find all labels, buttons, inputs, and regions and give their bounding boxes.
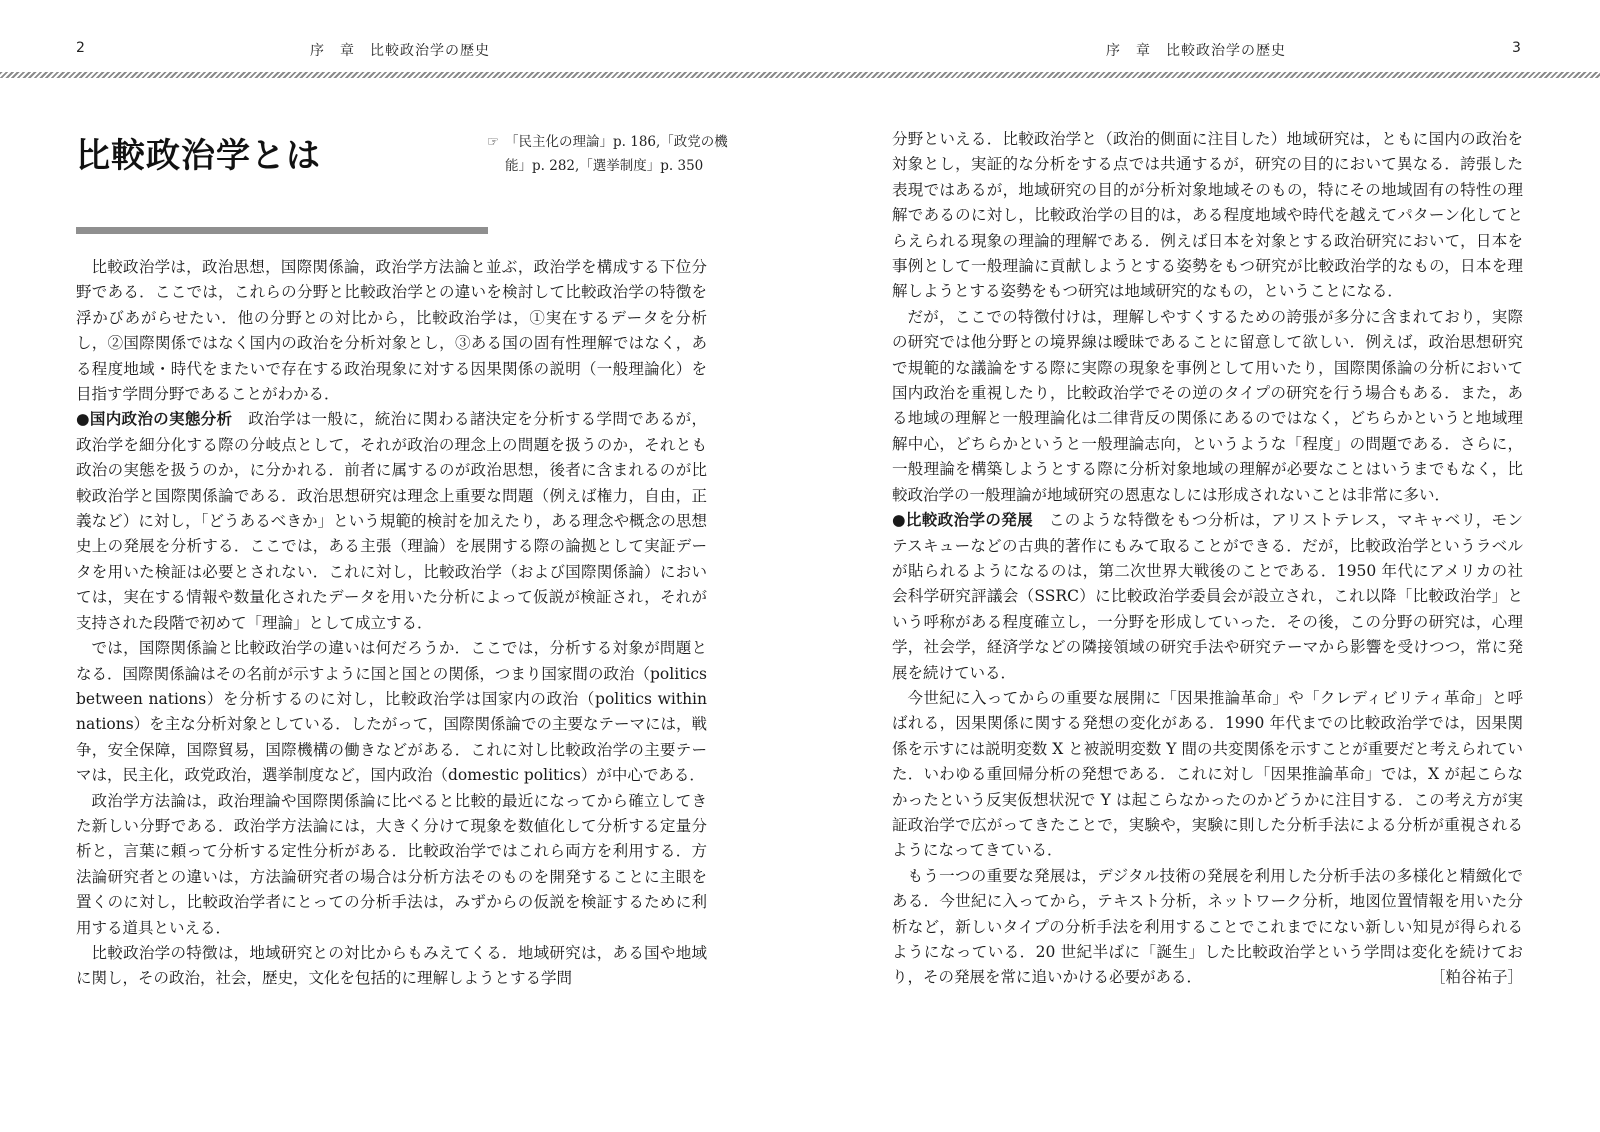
section-title: 比較政治学とは [76, 136, 321, 176]
left-paragraph-3: では，国際関係論と比較政治学の違いは何だろうか．ここでは，分析する対象が問題となる．国際関係論はその名前が示すように国と国との関係，つまり国家間の政治（politics between nations）を分析するのに対し，比較政治学は国家内の政治（politics within nations）を主な分析対象としている．したがって，国際関係論での主要なテーマには，戦争，安全保障，国際貿易，国際機構の働きなどがある．これに対し比較政治学の主要テーマは，民主化，政党政治，選挙制度など，国内政治（domestic politics）が中心である． [76, 639, 707, 785]
right-paragraph-3-text: このような特徴をもつ分析は，アリストテレス，マキャベリ，モンテスキューなどの古典的著作にもみて取ることができる．だが，比較政治学というラベルが貼られるようになるのは，第二次世界大戦後のことである．1950 年代にアメリカの社会科学研究評議会（SSRC）に比較政治学委員会が設立され，これ以降「比較政治学」という呼称がある程度確立し，一分野を形成していった．その後，この分野の研究は，心理学，社会学，経済学などの隣接領域の研究手法や研究テーマから影響を受けつつ，常に発展を続けている． [892, 511, 1523, 682]
right-column [892, 127, 1523, 991]
header-rule [0, 72, 1600, 78]
subheading-domestic-politics: ●国内政治の実態分析 [76, 410, 233, 429]
right-paragraph-2: だが，ここでの特徴付けは，理解しやすくするための誇張が多分に含まれており，実際の研究では他分野との境界線は曖昧であることに留意して欲しい．例えば，政治思想研究で規範的な議論をする際に実際の現象を事例として用いたり，国際関係論の分析において国内政治を重視したり，比較政治学でその逆のタイプの研究を行う場合もある．また，ある地域の理解と一般理論化は二律背反の関係にあるのではなく，どちらかというと地域理解中心，どちらかというと一般理論志向，というような「程度」の問題である．さらに，一般理論を構築しようとする際に分析対象地域の理解が必要なことはいうまでもなく，比較政治学の一般理論が地域研究の恩恵なしには形成されないことは非常に多い． [892, 307, 1523, 504]
pointing-hand-icon: ☞ [487, 134, 500, 150]
right-paragraph-1: 分野といえる．比較政治学と（政治的側面に注目した）地域研究は，ともに国内の政治を対象とし，実証的な分析をする点では共通するが，研究の目的において異なる．誇張した表現ではあるが，地域研究の目的が分析対象地域そのもの，特にその地域固有の特性の理解であるのに対し，比較政治学の目的は，ある程度地域や時代を越えてパターン化してとらえられる現象の理論的理解である．例えば日本を対象とする政治研究において，日本を事例として一般理論に貢献しようとする姿勢をもつ研究が比較政治学的なもの，日本を理解しようとする姿勢をもつ研究は地域研究的なもの，ということになる． [892, 130, 1523, 301]
left-column [76, 255, 707, 992]
cross-reference-text: 「民主化の理論」p. 186,「政党の機能」p. 282,「選挙制度」p. 350 [505, 134, 728, 174]
left-paragraph-4: 政治学方法論は，政治理論や国際関係論に比べると比較的最近になってから確立してきた新しい分野である．政治学方法論には，大きく分けて現象を数値化して分析する定量分析と，言葉に頼って分析する定性分析がある．比較政治学ではこれら両方を利用する．方法論研究者との違いは，方法論研究者の場合は分析方法そのものを開発することに主眼を置くのに対し，比較政治学者にとっての分析手法は，みずからの仮説を検証するために利用する道具といえる． [76, 791, 707, 937]
cross-reference [487, 130, 730, 178]
right-paragraph-5 [892, 864, 1523, 991]
right-page-number: 3 [1512, 40, 1522, 56]
right-paragraph-4: 今世紀に入ってからの重要な展開に「因果推論革命」や「クレディビリティ革命」と呼ばれる，因果関係に関する発想の変化がある．1990 年代までの比較政治学では，因果関係を示すには説明変数 X と被説明変数 Y 間の共変関係を示すことが重要だと考えられていた．いわゆる重回帰分析の発想である．これに対し「因果推論革命」では，X が起こらなかったという反実仮想状況で Y は起こらなかったのかどうかに注目する．この考え方が実証政治学で広がってきたことで，実験や，実験に則した分析手法による分析が重視されるようになってきている． [892, 688, 1523, 860]
right-running-title: 序 章 比較政治学の歴史 [1106, 43, 1286, 59]
right-paragraph-3 [892, 508, 1523, 686]
left-paragraph-2-text: 政治学は一般に，統治に関わる諸決定を分析する学問であるが，政治学を細分化する際の分岐点として，それが政治の理念上の問題を扱うのか，それとも政治の実態を扱うのか，に分かれる．前者に属するのが政治思想，後者に含まれるのが比較政治学と国際関係論である．政治思想研究は理念上重要な問題（例えば権力，自由，正義など）に対し，「どうあるべきか」という規範的検討を加えたり，ある理念や概念の思想史上の発展を分析する．ここでは，ある主張（理論）を展開する際の論拠として実証データを用いた検証は必要とされない．これに対し，比較政治学（および国際関係論）においては，実在する情報や数量化されたデータを用いた分析によって仮説が検証され，それが支持された段階で初めて「理論」として成立する． [76, 410, 707, 632]
left-paragraph-5: 比較政治学の特徴は，地域研究との対比からもみえてくる．地域研究は，ある国や地域に関し，その政治，社会，歴史，文化を包括的に理解しようとする学問 [76, 943, 707, 988]
title-underline-bar [76, 227, 488, 234]
subheading-development: ●比較政治学の発展 [892, 511, 1033, 530]
left-paragraph-1: 比較政治学は，政治思想，国際関係論，政治学方法論と並ぶ，政治学を構成する下位分野である．ここでは，これらの分野と比較政治学との違いを検討して比較政治学の特徴を浮かびあがらせたい．他の分野との対比から，比較政治学は，①実在するデータを分析し，②国際関係ではなく国内の政治を分析対象とし，③ある国の固有性理解ではなく，ある程度地域・時代をまたいで存在する政治現象に対する因果関係の説明（一般理論化）を目指す学問分野であることがわかる． [76, 258, 707, 404]
left-paragraph-2 [76, 407, 707, 636]
author-credit: ［粕谷祐子］ [1429, 968, 1523, 987]
left-running-title: 序 章 比較政治学の歴史 [310, 43, 490, 59]
right-paragraph-5-text: もう一つの重要な発展は，デジタル技術の発展を利用した分析手法の多様化と精緻化である．今世紀に入ってから，テキスト分析，ネットワーク分析，地図位置情報を用いた分析など，新しいタイプの分析手法を利用することでこれまでにない新しい知見が得られるようになっている．20 世紀半ばに「誕生」した比較政治学という学問は変化を続けており，その発展を常に追いかける必要がある． [892, 866, 1523, 987]
left-page-number: 2 [76, 40, 86, 56]
